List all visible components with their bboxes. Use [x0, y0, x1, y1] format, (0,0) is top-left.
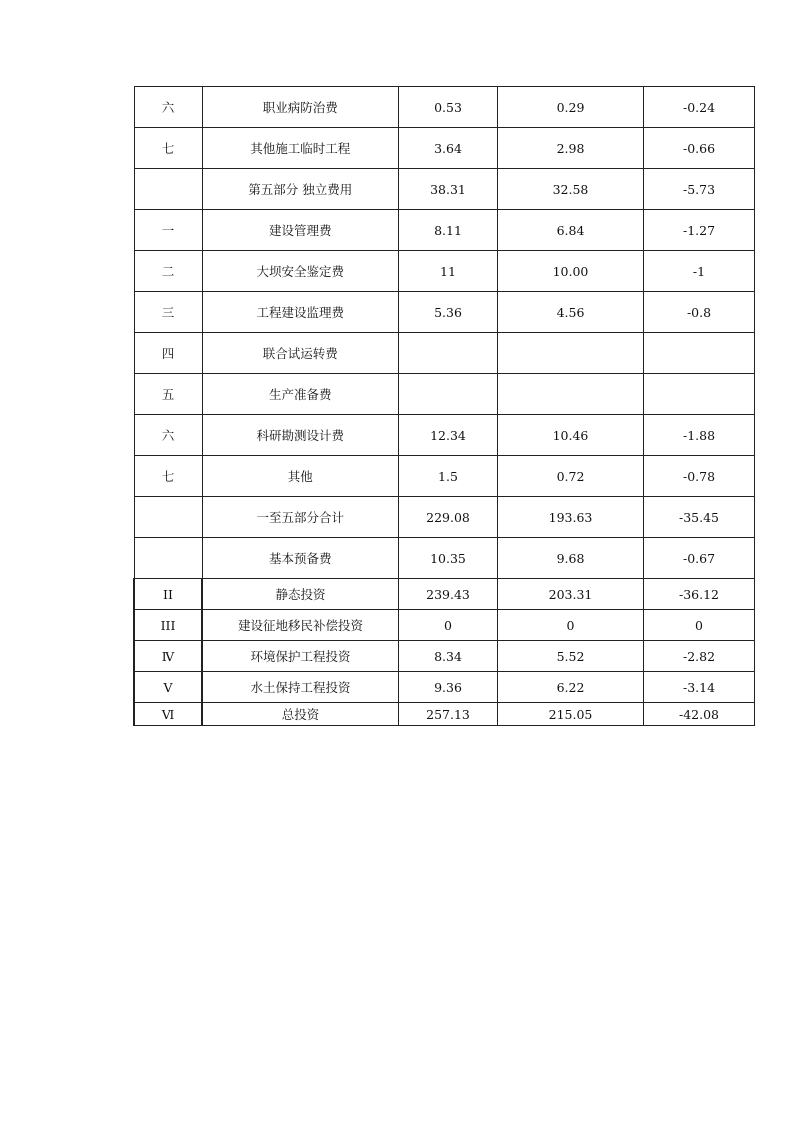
value-original: 1.5 — [399, 456, 498, 497]
value-difference: -36.12 — [644, 579, 755, 610]
item-name: 其他 — [202, 456, 399, 497]
value-difference: -1.27 — [644, 210, 755, 251]
table-row — [134, 497, 755, 538]
row-number: 三 — [134, 292, 202, 333]
value-difference: -0.8 — [644, 292, 755, 333]
value-difference: -42.08 — [644, 703, 755, 726]
value-revised — [498, 374, 644, 415]
value-difference: -3.14 — [644, 672, 755, 703]
row-number: 二 — [134, 251, 202, 292]
item-name: 一至五部分合计 — [202, 497, 399, 538]
row-number: III — [134, 610, 202, 641]
value-difference: -0.66 — [644, 128, 755, 169]
value-original: 9.36 — [399, 672, 498, 703]
row-number: V — [134, 672, 202, 703]
value-original: 257.13 — [399, 703, 498, 726]
value-revised — [498, 333, 644, 374]
value-revised: 5.52 — [498, 641, 644, 672]
value-original: 229.08 — [399, 497, 498, 538]
table-row — [134, 333, 755, 374]
value-revised: 2.98 — [498, 128, 644, 169]
value-original: 11 — [399, 251, 498, 292]
row-number: 七 — [134, 456, 202, 497]
table-row — [134, 672, 755, 703]
table-row — [134, 169, 755, 210]
value-difference: -5.73 — [644, 169, 755, 210]
table-row — [134, 210, 755, 251]
table-row — [134, 292, 755, 333]
value-difference — [644, 374, 755, 415]
value-revised: 203.31 — [498, 579, 644, 610]
value-difference: -1 — [644, 251, 755, 292]
row-number — [134, 169, 202, 210]
value-difference: -2.82 — [644, 641, 755, 672]
value-revised: 10.00 — [498, 251, 644, 292]
value-original: 38.31 — [399, 169, 498, 210]
value-difference: -35.45 — [644, 497, 755, 538]
value-difference: -1.88 — [644, 415, 755, 456]
table-row — [134, 703, 755, 726]
investment-table — [133, 86, 755, 726]
value-original: 12.34 — [399, 415, 498, 456]
item-name: 基本预备费 — [202, 538, 399, 579]
value-revised: 9.68 — [498, 538, 644, 579]
table-row — [134, 415, 755, 456]
item-name: 生产准备费 — [202, 374, 399, 415]
value-revised: 0 — [498, 610, 644, 641]
row-number: 七 — [134, 128, 202, 169]
table-row — [134, 251, 755, 292]
table-row — [134, 374, 755, 415]
value-original: 5.36 — [399, 292, 498, 333]
table-row — [134, 456, 755, 497]
row-number: II — [134, 579, 202, 610]
value-original: 8.11 — [399, 210, 498, 251]
item-name: 水土保持工程投资 — [202, 672, 399, 703]
row-number — [134, 497, 202, 538]
value-revised: 0.29 — [498, 87, 644, 128]
row-number: Ⅵ — [134, 703, 202, 726]
value-difference: -0.78 — [644, 456, 755, 497]
value-original — [399, 333, 498, 374]
value-original: 3.64 — [399, 128, 498, 169]
item-name: 静态投资 — [202, 579, 399, 610]
item-name: 科研勘测设计费 — [202, 415, 399, 456]
table-body — [134, 87, 755, 726]
value-original — [399, 374, 498, 415]
table-row — [134, 128, 755, 169]
item-name: 建设征地移民补偿投资 — [202, 610, 399, 641]
item-name: 大坝安全鉴定费 — [202, 251, 399, 292]
value-difference: -0.24 — [644, 87, 755, 128]
row-number: 一 — [134, 210, 202, 251]
value-revised: 6.84 — [498, 210, 644, 251]
item-name: 环境保护工程投资 — [202, 641, 399, 672]
value-revised: 193.63 — [498, 497, 644, 538]
value-revised: 32.58 — [498, 169, 644, 210]
value-revised: 10.46 — [498, 415, 644, 456]
item-name: 第五部分 独立费用 — [202, 169, 399, 210]
value-difference: 0 — [644, 610, 755, 641]
table-row — [134, 538, 755, 579]
value-original: 10.35 — [399, 538, 498, 579]
item-name: 总投资 — [202, 703, 399, 726]
row-number — [134, 538, 202, 579]
value-revised: 4.56 — [498, 292, 644, 333]
table-row — [134, 579, 755, 610]
row-number: 五 — [134, 374, 202, 415]
row-number: 四 — [134, 333, 202, 374]
value-original: 0.53 — [399, 87, 498, 128]
item-name: 其他施工临时工程 — [202, 128, 399, 169]
row-number: 六 — [134, 415, 202, 456]
item-name: 工程建设监理费 — [202, 292, 399, 333]
item-name: 联合试运转费 — [202, 333, 399, 374]
value-difference: -0.67 — [644, 538, 755, 579]
value-revised: 215.05 — [498, 703, 644, 726]
table-row — [134, 87, 755, 128]
row-number: 六 — [134, 87, 202, 128]
value-original: 239.43 — [399, 579, 498, 610]
item-name: 建设管理费 — [202, 210, 399, 251]
row-number: Ⅳ — [134, 641, 202, 672]
value-difference — [644, 333, 755, 374]
table-row — [134, 610, 755, 641]
value-original: 8.34 — [399, 641, 498, 672]
table-row — [134, 641, 755, 672]
value-revised: 0.72 — [498, 456, 644, 497]
value-original: 0 — [399, 610, 498, 641]
value-revised: 6.22 — [498, 672, 644, 703]
item-name: 职业病防治费 — [202, 87, 399, 128]
